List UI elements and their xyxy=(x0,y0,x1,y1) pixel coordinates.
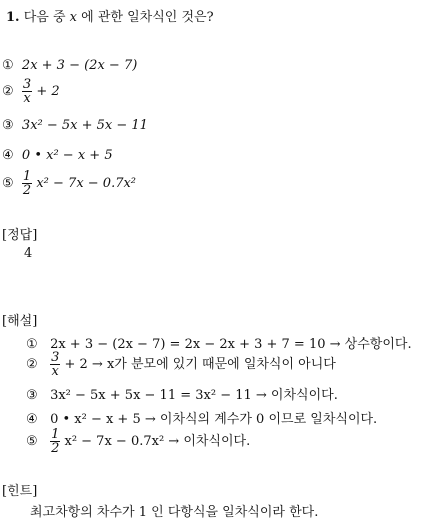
explanation-item-5 xyxy=(26,428,250,455)
hint-text: 최고차항의 차수가 1 인 다항식을 일차식이라 한다. xyxy=(30,505,319,520)
explanation-text: 2x + 3 − (2x − 7) = 2x − 2x + 3 + 7 = 10 → 상수항이다. xyxy=(50,337,412,352)
fraction-numerator: 1 xyxy=(51,427,60,442)
choice-fraction xyxy=(22,170,32,197)
explanation-mark: ① xyxy=(26,337,38,352)
question-prefix: 다음 중 xyxy=(23,10,66,25)
explanation-fraction xyxy=(50,351,60,378)
hint-label: [힌트] xyxy=(2,484,38,499)
choice-expression: 0 • x² − x + 5 xyxy=(21,148,113,163)
explanation-label: [해설] xyxy=(2,314,38,329)
question-line xyxy=(6,6,214,25)
explanation-text: x² − 7x − 0.7x² → 이차식이다. xyxy=(64,434,251,449)
fraction-denominator: x xyxy=(51,364,59,379)
fraction-numerator: 3 xyxy=(51,350,60,365)
choice-2 xyxy=(2,78,60,105)
explanation-item-1 xyxy=(26,333,412,352)
question-number: 1. xyxy=(6,10,20,25)
fraction-numerator: 3 xyxy=(22,77,32,92)
choice-mark: ③ xyxy=(2,118,14,133)
choice-mark: ⑤ xyxy=(2,176,14,191)
answer-value: 4 xyxy=(24,246,33,261)
choice-1 xyxy=(2,58,137,73)
question-variable: x xyxy=(69,10,78,25)
choice-mark: ① xyxy=(2,58,14,73)
explanation-item-4 xyxy=(26,408,377,427)
choice-expression: + 2 xyxy=(36,84,60,99)
explanation-fraction xyxy=(50,428,60,455)
explanation-mark: ③ xyxy=(26,388,38,403)
explanation-item-2 xyxy=(26,351,336,378)
explanation-item-3 xyxy=(26,384,338,403)
explanation-text: + 2 → x가 분모에 있기 때문에 일차식이 아니다 xyxy=(64,357,336,372)
choice-mark: ④ xyxy=(2,148,14,163)
fraction-denominator: 2 xyxy=(51,441,60,456)
fraction-denominator: x xyxy=(23,91,31,106)
choice-expression: 3x² − 5x + 5x − 11 xyxy=(21,118,148,133)
explanation-mark: ④ xyxy=(26,412,38,427)
choice-5 xyxy=(2,170,136,197)
fraction-numerator: 1 xyxy=(22,169,32,184)
choice-3 xyxy=(2,118,148,133)
choice-expression: x² − 7x − 0.7x² xyxy=(36,176,137,191)
fraction-denominator: 2 xyxy=(22,183,32,198)
explanation-mark: ② xyxy=(26,357,38,372)
choice-4 xyxy=(2,148,113,163)
explanation-text: 3x² − 5x + 5x − 11 = 3x² − 11 → 이차식이다. xyxy=(50,388,338,403)
choice-mark: ② xyxy=(2,84,14,99)
answer-label: [정답] xyxy=(2,228,38,243)
choice-expression: 2x + 3 − (2x − 7) xyxy=(21,58,138,73)
explanation-text: 0 • x² − x + 5 → 이차식의 계수가 0 이므로 일차식이다. xyxy=(50,412,378,427)
explanation-mark: ⑤ xyxy=(26,434,38,449)
question-suffix: 에 관한 일차식인 것은? xyxy=(81,10,214,25)
choice-fraction xyxy=(22,78,32,105)
